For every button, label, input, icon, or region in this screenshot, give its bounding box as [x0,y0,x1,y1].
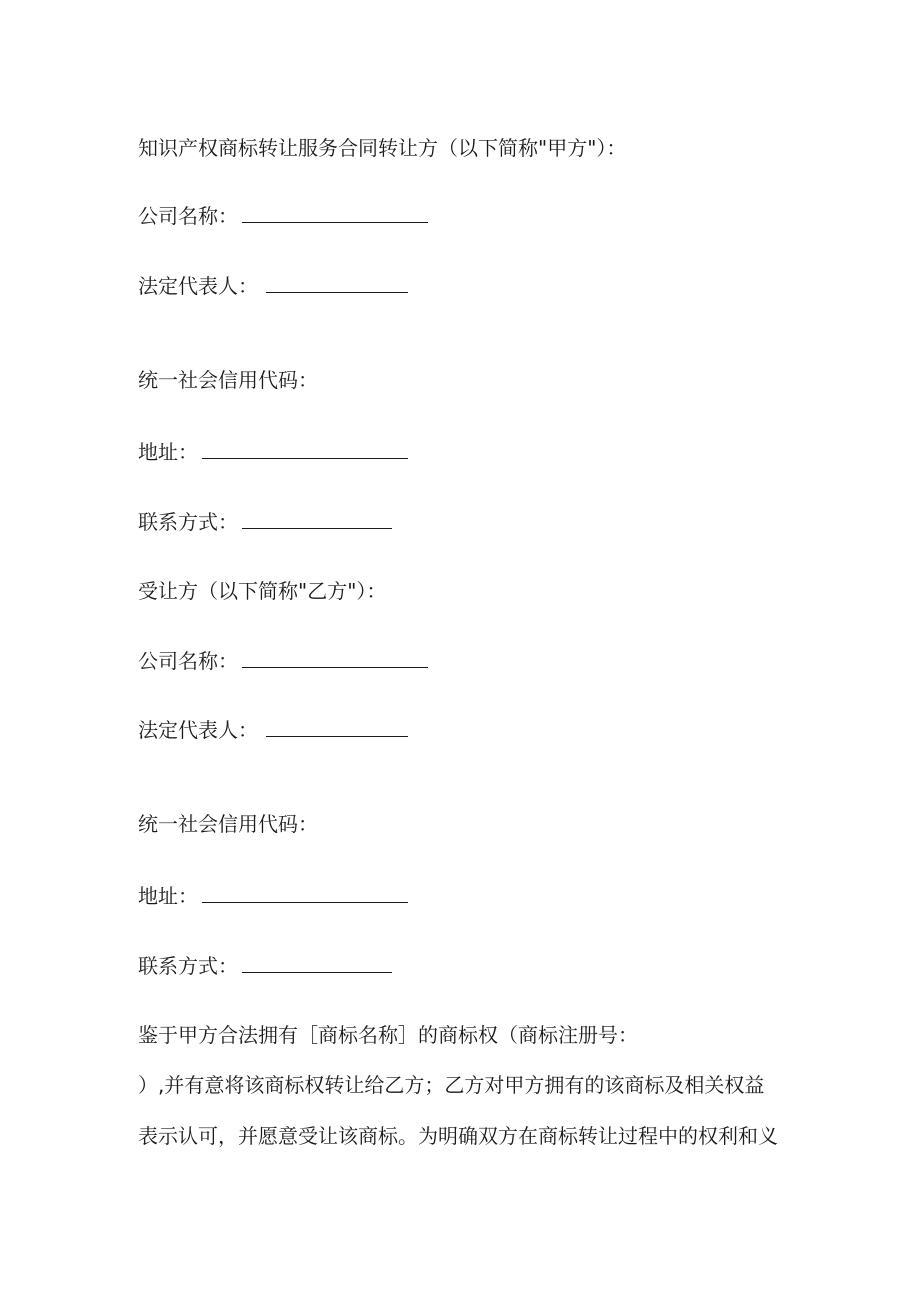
party-a-company-name-field[interactable] [242,202,428,223]
party-a-legal-rep-row [138,272,408,300]
party-b-address-row [138,882,408,910]
party-a-legal-rep-field[interactable] [266,272,408,293]
party-b-legal-rep-label: 法定代表人： [138,718,258,742]
party-b-company-name-field[interactable] [242,647,428,668]
party-b-contact-row [138,952,392,980]
body-line-3: 表示认可，并愿意受让该商标。为明确双方在商标转让过程中的权利和义 [138,1124,778,1148]
party-b-company-name-row [138,647,428,675]
party-a-address-label: 地址： [138,440,198,464]
party-a-company-name-row [138,202,428,230]
party-a-company-name-label: 公司名称： [138,204,238,228]
party-b-company-name-label: 公司名称： [138,649,238,673]
party-b-legal-rep-field[interactable] [266,716,408,737]
party-b-contact-field[interactable] [242,952,392,973]
party-a-address-field[interactable] [202,438,408,459]
party-a-address-row [138,438,408,466]
party-a-contact-field[interactable] [242,508,392,529]
party-b-credit-code-row [138,810,318,838]
party-a-contact-label: 联系方式： [138,510,238,534]
contract-heading: 知识产权商标转让服务合同转让方（以下简称"甲方"）： [138,136,627,160]
party-a-legal-rep-label: 法定代表人： [138,274,258,298]
party-b-legal-rep-row [138,716,408,744]
body-line-1: 鉴于甲方合法拥有［商标名称］的商标权（商标注册号： [138,1023,638,1047]
party-a-credit-code-label: 统一社会信用代码： [138,368,318,392]
party-b-address-label: 地址： [138,884,198,908]
party-b-contact-label: 联系方式： [138,954,238,978]
body-line-2: ）,并有意将该商标权转让给乙方；乙方对甲方拥有的该商标及相关权益 [138,1073,765,1097]
party-b-heading: 受让方（以下简称"乙方"）： [138,579,387,603]
party-b-address-field[interactable] [202,882,408,903]
party-a-credit-code-row [138,366,318,394]
party-a-contact-row [138,508,392,536]
party-b-credit-code-label: 统一社会信用代码： [138,812,318,836]
